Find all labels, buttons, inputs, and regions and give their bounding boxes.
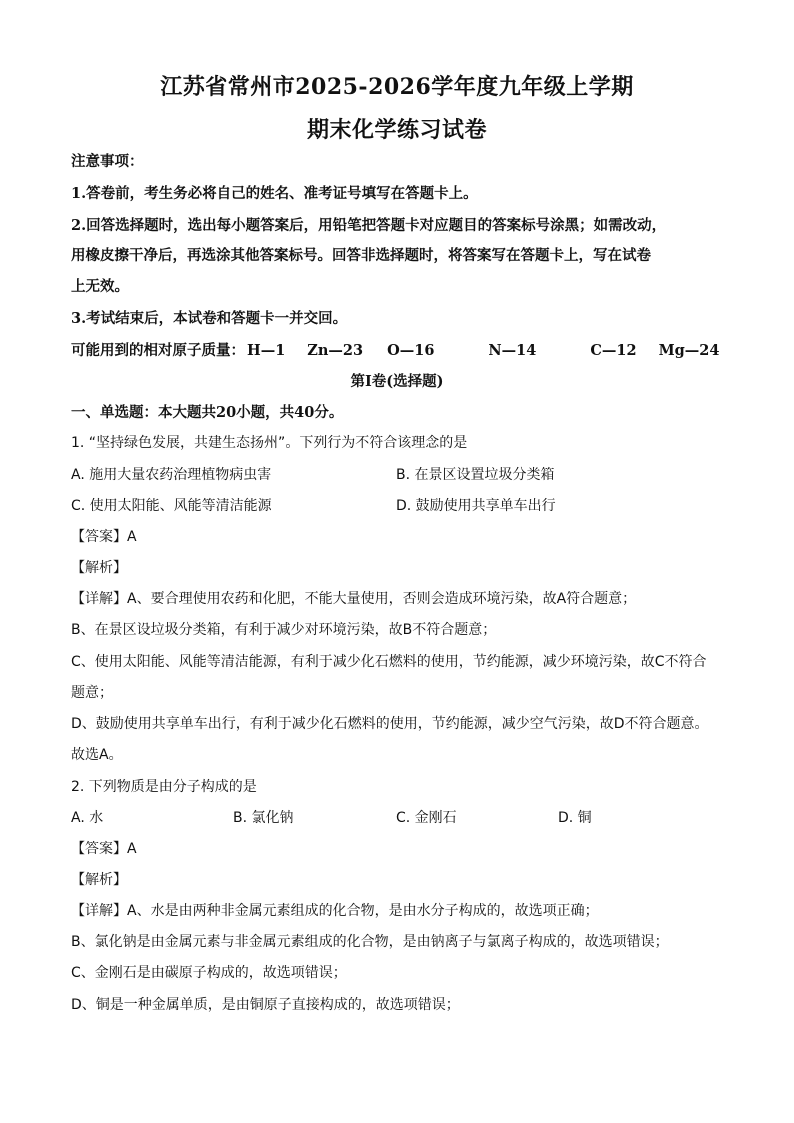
mass-o: O—16 (387, 342, 435, 359)
q1-answer (71, 526, 137, 546)
mass-h: H—1 (247, 342, 286, 359)
section-heading: 一、单选题：本大题共20小题，共40分。 (71, 404, 344, 421)
q2-analysis-tag: 【解析】 (71, 872, 127, 888)
q2-answer-value: A (127, 841, 137, 857)
q1-option-d: D. 鼓励使用共享单车出行 (396, 498, 556, 514)
atomic-mass-label: 可能用到的相对原子质量： (71, 342, 245, 359)
exam-title: 江苏省常州市2025-2026学年度九年级上学期 (160, 74, 634, 100)
q1-detail-3a: C、使用太阳能、风能等清洁能源，有利于减少化石燃料的使用，节约能源，减少环境污染，故C不符合 (71, 654, 707, 670)
q2-option-d: D. 铜 (558, 810, 592, 826)
notice-item-2c: 上无效。 (71, 278, 129, 295)
q2-detail-2: B、氯化钠是由金属元素与非金属元素组成的化合物，是由钠离子与氯离子构成的，故选项错误； (71, 934, 669, 950)
q2-answer-tag: 【答案】 (71, 841, 127, 857)
q2-detail-4: D、铜是一种金属单质，是由铜原子直接构成的，故选项错误； (71, 997, 460, 1013)
notice-item-2b: 用橡皮擦干净后，再选涂其他答案标号。回答非选择题时，将答案写在答题卡上，写在试卷 (71, 247, 651, 264)
q1-stem: 1. “坚持绿色发展，共建生态扬州”。下列行为不符合该理念的是 (71, 435, 468, 451)
mass-mg: Mg—24 (658, 342, 720, 359)
q1-option-a: A. 施用大量农药治理植物病虫害 (71, 467, 272, 483)
q2-answer (71, 838, 137, 858)
q1-detail-2: B、在景区设垃圾分类箱，有利于减少对环境污染，故B不符合题意； (71, 622, 497, 638)
exam-subtitle: 期末化学练习试卷 (306, 117, 487, 143)
atomic-mass-line (71, 339, 719, 360)
q2-detail-1: 【详解】A、水是由两种非金属元素组成的化合物，是由水分子构成的，故选项正确； (71, 903, 599, 919)
mass-n: N—14 (488, 342, 537, 359)
q2-option-c: C. 金刚石 (396, 810, 457, 826)
notice-item-3: 3.考试结束后，本试卷和答题卡一并交回。 (71, 310, 348, 327)
q1-answer-tag: 【答案】 (71, 529, 127, 545)
q1-detail-1: 【详解】A、要合理使用农药和化肥，不能大量使用，否则会造成环境污染，故A符合题意； (71, 591, 637, 607)
q2-option-a: A. 水 (71, 810, 104, 826)
mass-c: C—12 (590, 342, 637, 359)
q1-conclusion: 故选A。 (71, 747, 123, 763)
notice-item-2a: 2.回答选择题时，选出每小题答案后，用铅笔把答题卡对应题目的答案标号涂黑；如需改动， (71, 217, 667, 234)
q2-option-b: B. 氯化钠 (233, 810, 294, 826)
q1-option-c: C. 使用太阳能、风能等清洁能源 (71, 498, 272, 514)
q1-detail-4: D、鼓励使用共享单车出行，有利于减少化石燃料的使用，节约能源，减少空气污染，故D不符合题意。 (71, 716, 709, 732)
q1-answer-value: A (127, 529, 137, 545)
q2-detail-3: C、金刚石是由碳原子构成的，故选项错误； (71, 965, 347, 981)
mass-zn: Zn—23 (307, 342, 364, 359)
q1-analysis-tag: 【解析】 (71, 560, 127, 576)
q1-option-b: B. 在景区设置垃圾分类箱 (396, 467, 555, 483)
section-part: 第Ⅰ卷(选择题) (350, 373, 444, 390)
q2-stem: 2. 下列物质是由分子构成的是 (71, 779, 257, 795)
notice-item-1: 1.答卷前，考生务必将自己的姓名、准考证号填写在答题卡上。 (71, 185, 478, 202)
notice-heading: 注意事项： (71, 153, 144, 170)
q1-detail-3b: 题意； (71, 685, 113, 701)
